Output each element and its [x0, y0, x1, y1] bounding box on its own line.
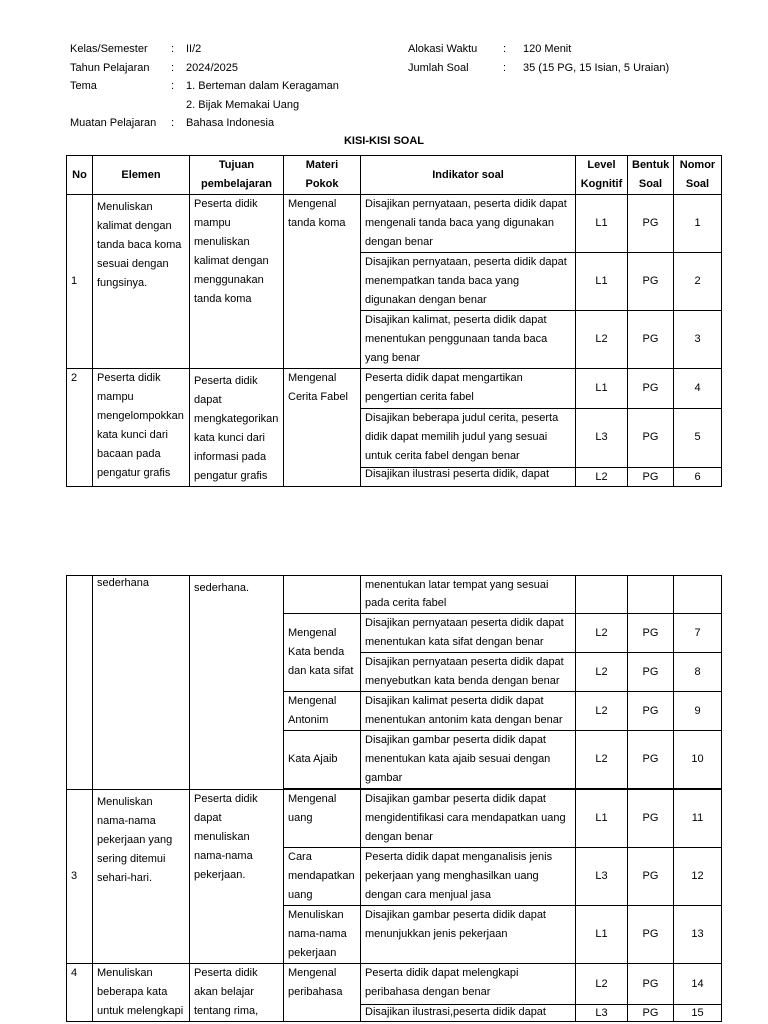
cell-materi: Menuliskan nama-nama pekerjaan	[284, 906, 361, 964]
cell-bentuk: PG	[628, 311, 674, 369]
cell-nomor: 6	[674, 467, 722, 486]
table-row	[67, 576, 722, 614]
col-header-indikator: Indikator soal	[361, 156, 576, 195]
col-header-nomor: Nomor Soal	[674, 156, 722, 195]
cell-no: 4	[67, 964, 93, 1022]
colon: :	[503, 62, 507, 74]
cell-materi: Mengenal tanda koma	[284, 195, 361, 369]
cell-level: L1	[576, 790, 628, 848]
cell-bentuk: PG	[628, 906, 674, 964]
tahun-value: 2024/2025	[186, 62, 238, 74]
tema-row	[0, 77, 768, 96]
cell-materi: Mengenal peribahasa	[284, 964, 361, 1022]
cell-level: L3	[576, 408, 628, 467]
cell-bentuk: PG	[628, 253, 674, 311]
cell-level: L2	[576, 692, 628, 731]
cell-level: L2	[576, 731, 628, 789]
colon: :	[503, 43, 507, 55]
tahun-row	[0, 59, 768, 78]
cell-tujuan: Peserta didik akan belajar tentang rima,	[190, 964, 284, 1022]
cell-level: L1	[576, 253, 628, 311]
tema-row-2	[0, 96, 768, 115]
table-header-row	[67, 156, 722, 195]
cell-tujuan: Peserta didik dapat mengkategorikan kata kunci dari informasi pada pengatur grafis	[190, 369, 284, 487]
cell-nomor: 11	[674, 790, 722, 848]
cell-level: L1	[576, 195, 628, 253]
alokasi-label: Alokasi Waktu	[408, 43, 478, 55]
col-header-level: Level Kognitif	[576, 156, 628, 195]
document-header	[0, 0, 768, 135]
col-header-materi: Materi Pokok	[284, 156, 361, 195]
cell-bentuk: PG	[628, 614, 674, 653]
cell-indikator: Disajikan kalimat peserta didik dapat menentukan antonim kata dengan benar	[361, 692, 576, 731]
cell-nomor: 1	[674, 195, 722, 253]
cell-bentuk: PG	[628, 369, 674, 409]
cell-nomor: 15	[674, 1005, 722, 1022]
cell-level: L2	[576, 311, 628, 369]
tema-label: Tema	[70, 80, 97, 92]
cell-bentuk: PG	[628, 790, 674, 848]
cell-elemen: Peserta didik mampu mengelompokkan kata kunci dari bacaan pada pengatur grafis	[93, 369, 190, 487]
alokasi-value: 120 Menit	[523, 43, 572, 55]
cell-nomor: 7	[674, 614, 722, 653]
cell-materi: Kata Ajaib	[284, 731, 361, 789]
cell-level: L2	[576, 964, 628, 1005]
cell-nomor: 13	[674, 906, 722, 964]
kelas-label: Kelas/Semester	[70, 43, 148, 55]
cell-indikator: Peserta didik dapat mengartikan pengertian cerita fabel	[361, 369, 576, 409]
cell-indikator: Disajikan gambar peserta didik dapat menentukan kata ajaib sesuai dengan gambar	[361, 731, 576, 789]
col-header-tujuan: Tujuan pembelajaran	[190, 156, 284, 195]
cell-nomor: 5	[674, 408, 722, 467]
kisi-table-page-1	[66, 155, 722, 487]
muatan-row	[0, 114, 768, 133]
cell-nomor: 14	[674, 964, 722, 1005]
cell-bentuk: PG	[628, 653, 674, 692]
cell-no: 2	[67, 369, 93, 487]
cell-level: L2	[576, 467, 628, 486]
cell-nomor: 2	[674, 253, 722, 311]
cell-materi: Cara mendapatkan uang	[284, 848, 361, 906]
cell-level: L2	[576, 653, 628, 692]
kelas-value: II/2	[186, 43, 202, 55]
colon: :	[171, 62, 175, 74]
cell-nomor: 9	[674, 692, 722, 731]
cell-indikator: menentukan latar tempat yang sesuai pada cerita fabel	[361, 576, 576, 614]
cell-indikator: Disajikan gambar peserta didik dapat mengidentifikasi cara mendapatkan uang dengan benar	[361, 790, 576, 848]
cell-indikator: Disajikan ilustrasi,peserta didik dapat	[361, 1005, 576, 1022]
col-header-no: No	[67, 156, 93, 195]
cell-bentuk: PG	[628, 467, 674, 486]
cell-materi	[284, 576, 361, 614]
cell-no: 1	[67, 195, 93, 369]
cell-elemen: sederhana	[93, 576, 190, 790]
cell-nomor	[674, 576, 722, 614]
table-row	[67, 369, 722, 409]
document-title: KISI-KISI SOAL	[343, 135, 425, 147]
cell-indikator: Disajikan beberapa judul cerita, peserta didik dapat memilih judul yang sesuai untuk cerita fabel dengan benar	[361, 408, 576, 467]
cell-elemen: Menuliskan beberapa kata untuk melengkapi	[93, 964, 190, 1022]
colon: :	[171, 117, 175, 129]
cell-nomor: 8	[674, 653, 722, 692]
col-header-elemen: Elemen	[93, 156, 190, 195]
tema-item: 1. Berteman dalam Keragaman	[186, 80, 339, 92]
table-row	[67, 195, 722, 253]
cell-bentuk: PG	[628, 195, 674, 253]
kelas-row	[0, 40, 768, 59]
cell-indikator: Disajikan ilustrasi peserta didik, dapat	[361, 467, 576, 486]
cell-no	[67, 576, 93, 790]
cell-no: 3	[67, 790, 93, 964]
cell-tujuan: sederhana.	[190, 576, 284, 790]
cell-indikator: Disajikan pernyataan, peserta didik dapat menempatkan tanda baca yang digunakan dengan benar	[361, 253, 576, 311]
table-row	[67, 790, 722, 848]
cell-bentuk: PG	[628, 1005, 674, 1022]
muatan-value: Bahasa Indonesia	[186, 117, 275, 129]
cell-bentuk: PG	[628, 692, 674, 731]
cell-bentuk: PG	[628, 408, 674, 467]
jumlah-value: 35 (15 PG, 15 Isian, 5 Uraian)	[523, 62, 670, 74]
cell-indikator: Disajikan gambar peserta didik dapat menunjukkan jenis pekerjaan	[361, 906, 576, 964]
cell-materi: Mengenal Kata benda dan kata sifat	[284, 614, 361, 692]
cell-elemen: Menuliskan kalimat dengan tanda baca koma sesuai dengan fungsinya.	[93, 195, 190, 369]
table-row	[67, 964, 722, 1005]
cell-indikator: Peserta didik dapat melengkapi peribahasa dengan benar	[361, 964, 576, 1005]
cell-indikator: Disajikan pernyataan peserta didik dapat menyebutkan kata benda dengan benar	[361, 653, 576, 692]
cell-nomor: 3	[674, 311, 722, 369]
cell-bentuk: PG	[628, 964, 674, 1005]
cell-level: L3	[576, 848, 628, 906]
col-header-bentuk: Bentuk Soal	[628, 156, 674, 195]
muatan-label: Muatan Pelajaran	[70, 117, 157, 129]
cell-elemen: Menuliskan nama-nama pekerjaan yang sering ditemui sehari-hari.	[93, 790, 190, 964]
cell-bentuk	[628, 576, 674, 614]
cell-materi: Mengenal uang	[284, 790, 361, 848]
cell-materi: Mengenal Antonim	[284, 692, 361, 731]
jumlah-label: Jumlah Soal	[408, 62, 469, 74]
cell-indikator: Peserta didik dapat menganalisis jenis pekerjaan yang menghasilkan uang dengan cara menjual jasa	[361, 848, 576, 906]
cell-nomor: 10	[674, 731, 722, 789]
kisi-table-page-2	[66, 575, 722, 1022]
cell-level: L1	[576, 369, 628, 409]
cell-tujuan: Peserta didik dapat menuliskan nama-nama pekerjaan.	[190, 790, 284, 964]
cell-tujuan: Peserta didik mampu menuliskan kalimat dengan menggunakan tanda koma	[190, 195, 284, 369]
cell-level: L2	[576, 614, 628, 653]
cell-nomor: 4	[674, 369, 722, 409]
cell-bentuk: PG	[628, 848, 674, 906]
cell-indikator: Disajikan pernyataan peserta didik dapat menentukan kata sifat dengan benar	[361, 614, 576, 653]
cell-level: L3	[576, 1005, 628, 1022]
cell-indikator: Disajikan kalimat, peserta didik dapat menentukan penggunaan tanda baca yang benar	[361, 311, 576, 369]
colon: :	[171, 80, 175, 92]
cell-level	[576, 576, 628, 614]
colon: :	[171, 43, 175, 55]
cell-materi: Mengenal Cerita Fabel	[284, 369, 361, 487]
cell-level: L1	[576, 906, 628, 964]
cell-nomor: 12	[674, 848, 722, 906]
tahun-label: Tahun Pelajaran	[70, 62, 150, 74]
cell-indikator: Disajikan pernyataan, peserta didik dapat mengenali tanda baca yang digunakan dengan benar	[361, 195, 576, 253]
tema-item: 2. Bijak Memakai Uang	[186, 99, 300, 111]
cell-bentuk: PG	[628, 731, 674, 789]
